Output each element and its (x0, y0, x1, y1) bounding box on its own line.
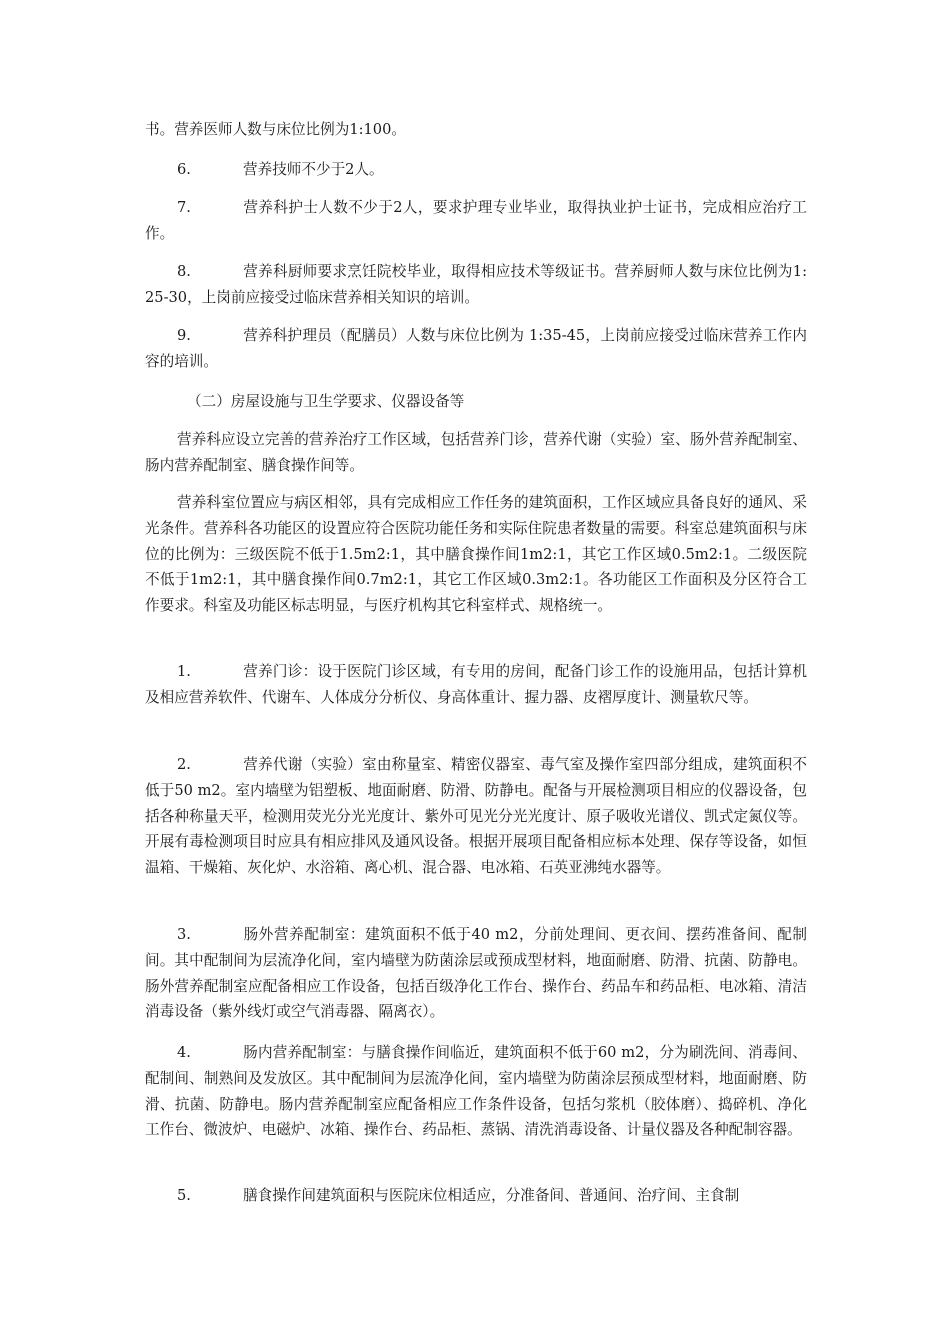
list-item (145, 1183, 807, 1209)
list-item (145, 752, 807, 881)
list-number: 9. (177, 327, 191, 344)
list-item (145, 259, 807, 311)
list-item (145, 922, 807, 1025)
list-item-text: 营养技师不少于2人。 (243, 161, 384, 178)
paragraph (145, 427, 807, 479)
paragraph-text: 营养科室位置应与病区相邻，具有完成相应工作任务的建筑面积，工作区域应具备良好的通风、采光条件。营养科各功能区的设置应符合医院功能任务和实际住院患者数量的需要。科室总建筑面积与床位的比例为：三级医院不低于1.5m2:1，其中膳食操作间1m2:1，其它工作区域0.5m2:1。二级医院不低于1m2:1，其中膳食操作间0.7m2:1，其它工作区域0.3m2:1。各功能区工作面积及分区符合工作要求。科室及功能区标志明显，与医疗机构其它科室样式、规格统一。 (145, 494, 807, 615)
list-item (145, 157, 807, 183)
list-item-text: 肠内营养配制室：与膳食操作间临近，建筑面积不低于60 m2，分为刷洗间、消毒间、配制间、制熟间及发放区。其中配制间为层流净化间，室内墙壁为防菌涂层预成型材料，地面耐磨、防滑、抗菌、防静电。肠内营养配制室应配备相应工作条件设备，包括匀浆机（胶体磨）、捣碎机、净化工作台、微波炉、电磁炉、冰箱、操作台、药品柜、蒸锅、清洗消毒设备、计量仪器及各种配制容器。 (145, 1044, 807, 1139)
list-item-text: 肠外营养配制室：建筑面积不低于40 m2，分前处理间、更衣间、摆药准备间、配制间。其中配制间为层流净化间，室内墙壁为防菌涂层或预成型材料，地面耐磨、防滑、抗菌、防静电。肠外营养配制室应配备相应工作设备，包括百级净化工作台、操作台、药品车和药品柜、电冰箱、清洁消毒设备（紫外线灯或空气消毒器、隔离衣）。 (145, 926, 807, 1021)
list-number: 6. (177, 161, 191, 178)
list-item-text: 营养门诊：设于医院门诊区域，有专用的房间，配备门诊工作的设施用品，包括计算机及相应营养软件、代谢车、人体成分分析仪、身高体重计、握力器、皮褶厚度计、测量软尺等。 (145, 663, 807, 706)
section-heading-text: （二）房屋设施与卫生学要求、仪器设备等 (187, 393, 465, 410)
list-number: 3. (177, 926, 191, 943)
list-number: 5. (177, 1187, 191, 1204)
paragraph (145, 117, 807, 143)
paragraph-text: 营养科应设立完善的营养治疗工作区域，包括营养门诊，营养代谢（实验）室、肠外营养配制室、肠内营养配制室、膳食操作间等。 (145, 431, 807, 474)
list-item (145, 195, 807, 247)
list-number: 8. (177, 263, 191, 280)
list-item (145, 323, 807, 375)
list-number: 2. (177, 756, 191, 773)
list-item (145, 659, 807, 711)
list-item-text: 营养科护士人数不少于2人，要求护理专业毕业，取得执业护士证书，完成相应治疗工作。 (145, 199, 807, 242)
list-item (145, 1040, 807, 1143)
list-item-text: 营养代谢（实验）室由称量室、精密仪器室、毒气室及操作室四部分组成，建筑面积不低于50 m2。室内墙壁为铝塑板、地面耐磨、防滑、防静电。配备与开展检测项目相应的仪器设备，包括各种称量天平，检测用荧光分光光度计、紫外可见光分光光度计、原子吸收光谱仪、凯式定氮仪等。开展有毒检测项目时应具有相应排风及通风设备。根据开展项目配备相应标本处理、保存等设备，如恒温箱、干燥箱、灰化炉、水浴箱、离心机、混合器、电冰箱、石英亚沸纯水器等。 (145, 756, 807, 877)
list-item-text: 营养科厨师要求烹饪院校毕业，取得相应技术等级证书。营养厨师人数与床位比例为1: 25-30，上岗前应接受过临床营养相关知识的培训。 (145, 263, 807, 306)
list-item-text: 膳食操作间建筑面积与医院床位相适应，分准备间、普通间、治疗间、主食制 (243, 1187, 740, 1204)
list-number: 1. (177, 663, 191, 680)
list-number: 4. (177, 1044, 191, 1061)
list-item-text: 营养科护理员（配膳员）人数与床位比例为 1:35-45，上岗前应接受过临床营养工作内容的培训。 (145, 327, 807, 370)
section-heading (145, 389, 807, 415)
paragraph (145, 490, 807, 619)
list-number: 7. (177, 199, 191, 216)
paragraph-text: 书。营养医师人数与床位比例为1:100。 (145, 121, 406, 138)
